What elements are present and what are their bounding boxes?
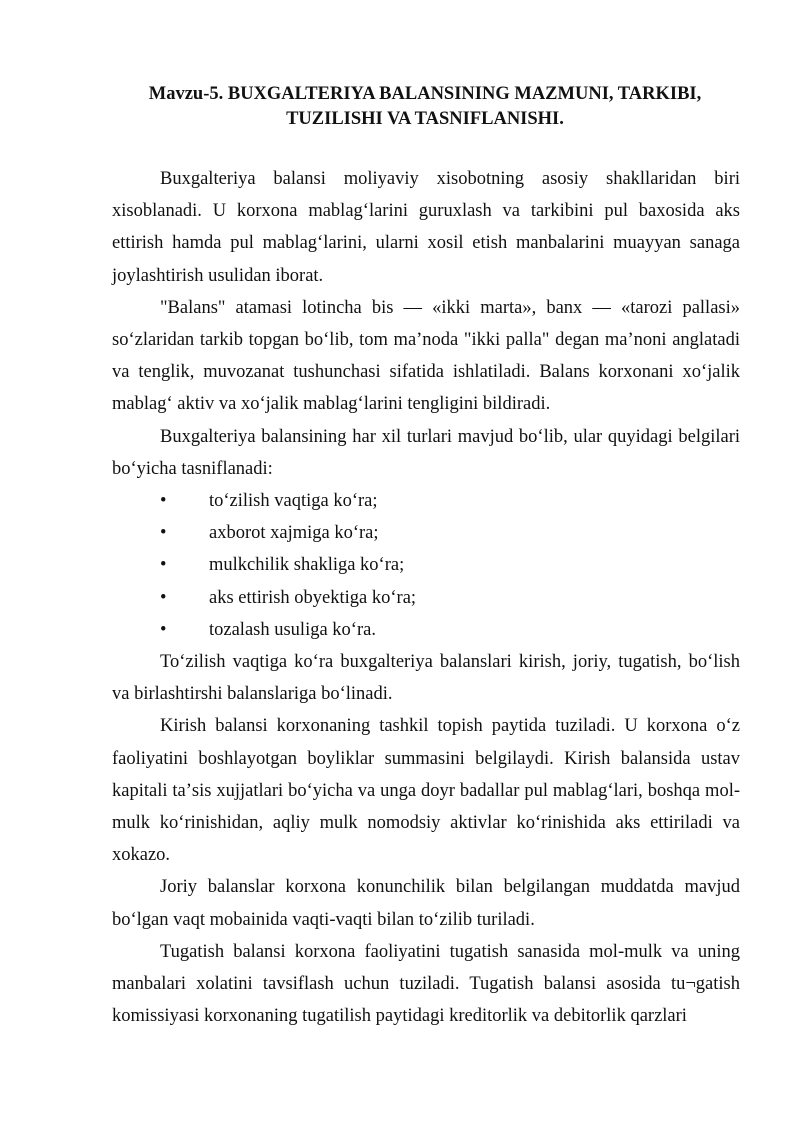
bullet-icon: • [160, 587, 167, 608]
classification-list [112, 485, 740, 646]
paragraph-definition: Buxgalteriya balansi moliyaviy xisobotning asosiy shakllaridan biri xisoblanadi. U korxona mablagʻlarini guruxlash va tarkibini pul baxosida aks ettirish hamda pul mablagʻlarini, ularni xosil etish manbalarini muayyan sanaga joylashtirish usulidan iborat. [112, 169, 740, 286]
list-item [112, 549, 740, 581]
title-line-2: TUZILISHI VA TASNIFLANISHI. [286, 109, 564, 129]
list-item [112, 517, 740, 549]
bullet-icon: • [160, 619, 167, 640]
title-line-1: Mavzu-5. BUXGALTERIYA BALANSINING MAZMUNI, TARKIBI, [148, 84, 702, 104]
list-item-label: axborot xajmiga koʻra; [209, 523, 379, 544]
document-title [110, 82, 740, 132]
document-body [112, 163, 740, 1032]
list-item [112, 614, 740, 646]
bullet-icon: • [160, 555, 167, 576]
paragraph-current-balance: Joriy balanslar korxona konunchilik bilan belgilangan muddatda mavjud boʻlgan vaqt mobainida vaqti-vaqti bilan toʻzilib turiladi. [112, 877, 740, 930]
bullet-icon: • [160, 491, 167, 512]
list-item-label: mulkchilik shakliga koʻra; [209, 555, 405, 576]
paragraph-etymology: "Balans" atamasi lotincha bis — «ikki marta», banx — «tarozi pallasi» soʻzlaridan tarkib topgan boʻlib, tom maʼnoda "ikki palla" degan maʼnoni anglatadi va tenglik, muvozanat tushunchasi sifatida ishlatiladi. Balans korxonani xoʻjalik mablagʻ aktiv va xoʻjalik mablagʻlarini tengligini bildiradi. [112, 297, 740, 415]
list-item-label: aks ettirish obyektiga koʻra; [209, 587, 417, 608]
list-item [112, 485, 740, 517]
paragraph-opening-balance: Kirish balansi korxonaning tashkil topish paytida tuziladi. U korxona oʻz faoliyatini boshlayotgan boyliklar summasini belgilaydi. Kirish balansida ustav kapitali taʼsis xujjatlari boʻyicha va unga doyr badallar pul mablagʻlari, boshqa mol-mulk koʻrinishidan, aqliy mulk nomodsiy aktivlar koʻrinishida aks ettiriladi va xokazo. [112, 716, 740, 866]
bullet-icon: • [160, 523, 167, 544]
list-item-label: toʻzilish vaqtiga koʻra; [209, 491, 378, 512]
paragraph-liquidation-balance: Tugatish balansi korxona faoliyatini tugatish sanasida mol-mulk va uning manbalari xolatini tavsiflash uchun tuziladi. Tugatish balansi asosida tu¬gatish komissiyasi korxonaning tugatilish paytidagi kreditorlik va debitorlik qarzlari [112, 941, 740, 1027]
paragraph-by-time: Toʻzilish vaqtiga koʻra buxgalteriya balanslari kirish, joriy, tugatish, boʻlish va birlashtirshi balanslariga boʻlinadi. [112, 651, 740, 705]
paragraph-classification-intro: Buxgalteriya balansining har xil turlari mavjud boʻlib, ular quyidagi belgilari boʻyicha tasniflanadi: [112, 426, 740, 479]
list-item-label: tozalash usuliga koʻra. [209, 619, 376, 640]
list-item [112, 582, 740, 614]
